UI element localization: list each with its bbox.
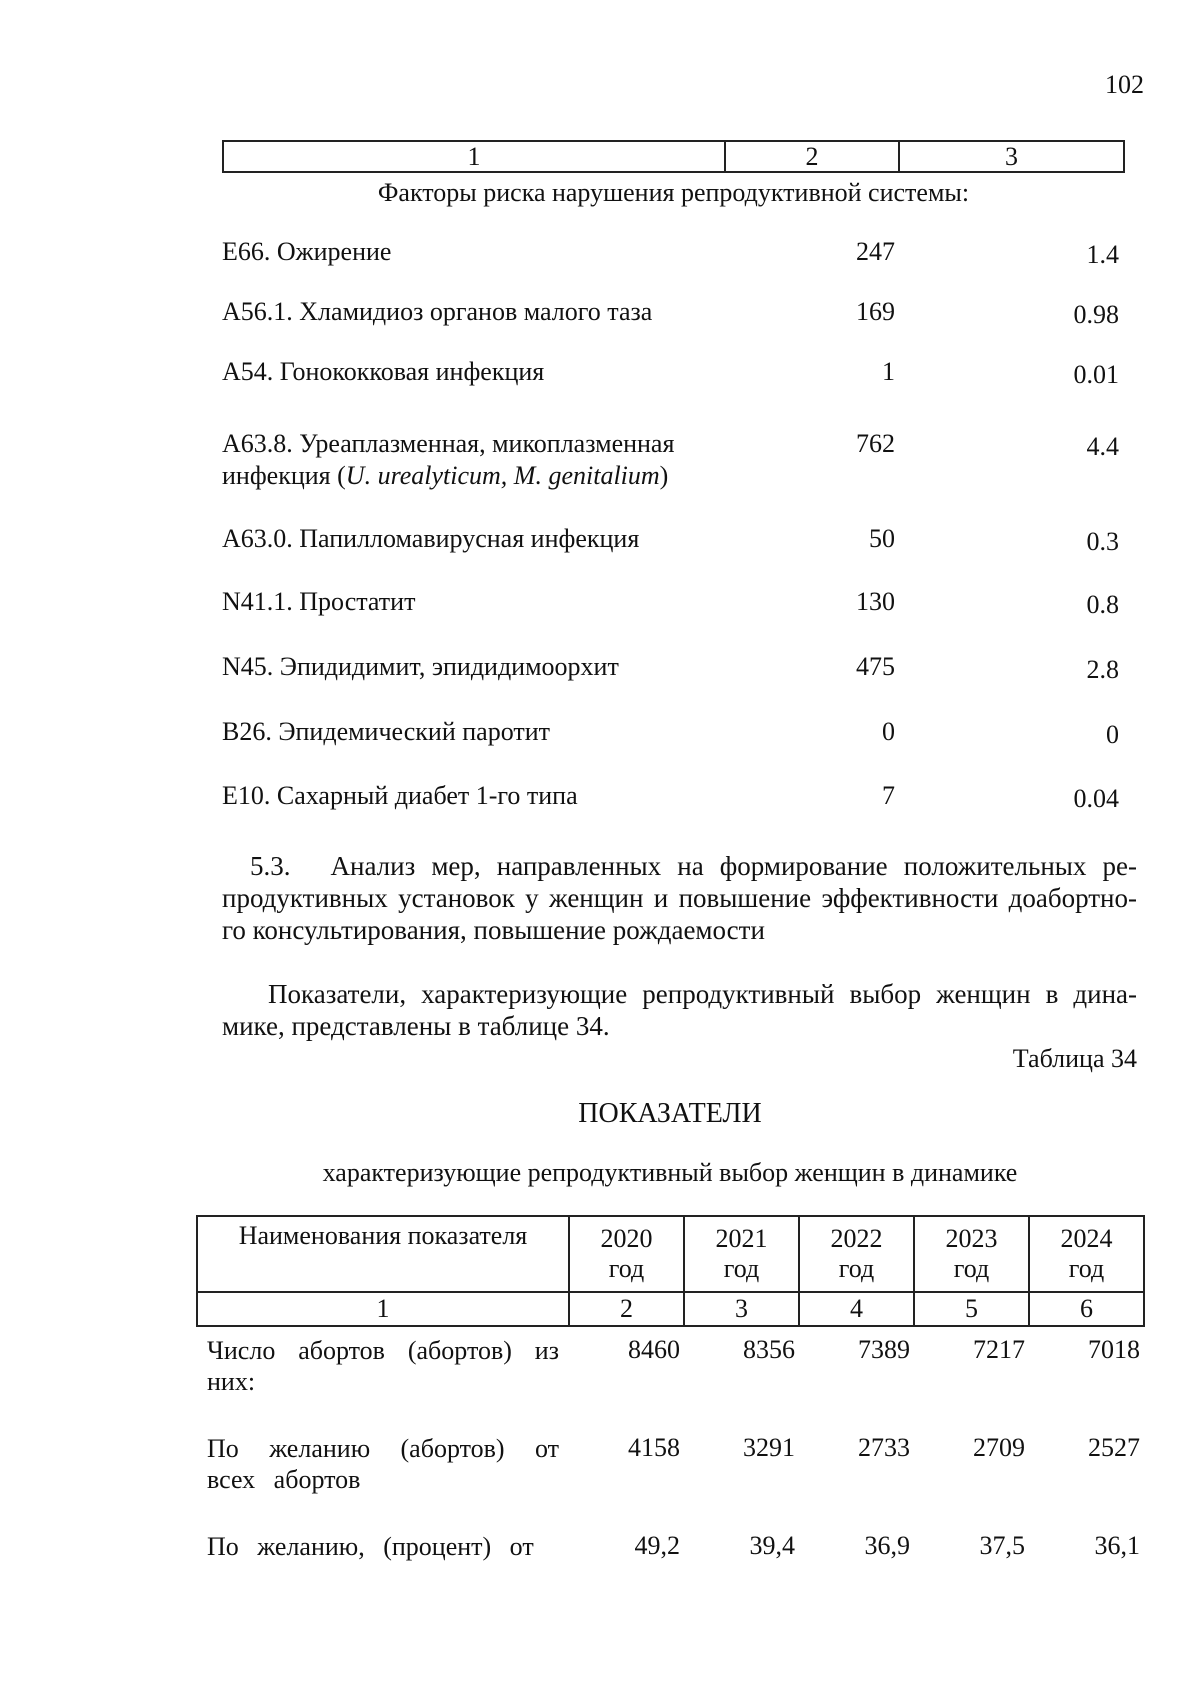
row-rate: 1.4 [1086,240,1119,269]
indicator-name: По желанию, (процент) от [207,1532,534,1561]
value-cell: 8460 [628,1335,680,1364]
table-subheading: характеризующие репродуктивный выбор женщин в динамике [322,1158,1018,1187]
row-name-line1: А63.8. Уреаплазменная, микоплазменная [222,429,675,458]
row-name: N45. Эпидидимит, эпидидимоорхит [222,652,619,681]
index-cell: 5 [914,1292,1029,1326]
value-cell: 36,1 [1094,1531,1140,1560]
row-rate: 0.98 [1073,300,1119,329]
row-name-line2: инфекция (U. urealyticum, M. genitalium) [222,461,669,490]
table1-header-col2: 2 [726,142,900,171]
indicator-name: Число абортов (абортов) из них: [207,1336,559,1396]
table-row [197,1523,1144,1591]
index-cell: 6 [1029,1292,1144,1326]
section-title-line2: продуктивных установок у женщин и повышение эффективности доабортно- [222,883,1137,913]
indicators-table [196,1215,1145,1591]
value-cell: 36,9 [864,1531,910,1560]
row-rate: 0 [1106,720,1119,749]
header-year: 2021 год [684,1216,799,1292]
index-cell: 4 [799,1292,914,1326]
header-year: 2023 год [914,1216,1029,1292]
row-name: В26. Эпидемический паротит [222,717,550,746]
row-rate: 0.3 [1086,527,1119,556]
row-name: Е66. Ожирение [222,237,392,266]
value-cell: 7389 [858,1335,910,1364]
section-title [222,850,1137,946]
section-title-line3: го консультирования, повышение рождаемости [222,915,765,945]
intro-line2: мике, представлены в таблице 34. [222,1011,610,1041]
row-name [222,428,742,492]
value-cell: 8356 [743,1335,795,1364]
table-row [197,1326,1144,1425]
table-index-row [197,1292,1144,1326]
header-year: 2024 год [1029,1216,1144,1292]
value-cell: 39,4 [749,1531,795,1560]
row-name: А54. Гонококковая инфекция [222,357,545,386]
row-count: 50 [869,524,895,553]
table1-header-col1: 1 [224,142,726,171]
row-rate: 0.8 [1086,590,1119,619]
header-indicator-name: Наименования показателя [197,1216,569,1292]
value-cell: 49,2 [634,1531,680,1560]
row-name: А56.1. Хламидиоз органов малого таза [222,297,653,326]
row-rate: 4.4 [1086,432,1119,461]
value-cell: 2733 [858,1433,910,1462]
row-count: 762 [856,429,895,458]
index-cell: 1 [197,1292,569,1326]
indicator-name: По желанию (абортов) от всех абортов [207,1434,559,1494]
section-title-line1: 5.3. Анализ мер, направленных на формирование положительных ре- [250,851,1137,881]
row-name: Е10. Сахарный диабет 1-го типа [222,781,578,810]
row-count: 475 [856,652,895,681]
table-header-row [197,1216,1144,1292]
page-number: 102 [1105,70,1144,99]
row-rate: 0.04 [1073,784,1119,813]
index-cell: 2 [569,1292,684,1326]
row-rate: 0.01 [1073,360,1119,389]
table1-caption: Факторы риска нарушения репродуктивной системы: [377,178,970,207]
row-count: 1 [882,357,895,386]
header-year: 2022 год [799,1216,914,1292]
value-cell: 4158 [628,1433,680,1462]
value-cell: 7217 [973,1335,1025,1364]
row-count: 247 [856,237,895,266]
table1-header [222,140,1125,173]
value-cell: 7018 [1088,1335,1140,1364]
row-rate: 2.8 [1086,655,1119,684]
row-count: 169 [856,297,895,326]
intro-paragraph [222,978,1137,1042]
table-row [197,1425,1144,1523]
value-cell: 2527 [1088,1433,1140,1462]
index-cell: 3 [684,1292,799,1326]
row-count: 7 [882,781,895,810]
row-name: А63.0. Папилломавирусная инфекция [222,524,640,553]
table-heading: ПОКАЗАТЕЛИ [578,1098,762,1129]
row-name: N41.1. Простатит [222,587,416,616]
value-cell: 3291 [743,1433,795,1462]
intro-line1: Показатели, характеризующие репродуктивный выбор женщин в дина- [268,979,1137,1009]
value-cell: 37,5 [979,1531,1025,1560]
row-count: 130 [856,587,895,616]
table1-header-col3: 3 [1005,141,1018,171]
header-year: 2020 год [569,1216,684,1292]
value-cell: 2709 [973,1433,1025,1462]
row-count: 0 [882,717,895,746]
table-label: Таблица 34 [1012,1044,1137,1073]
